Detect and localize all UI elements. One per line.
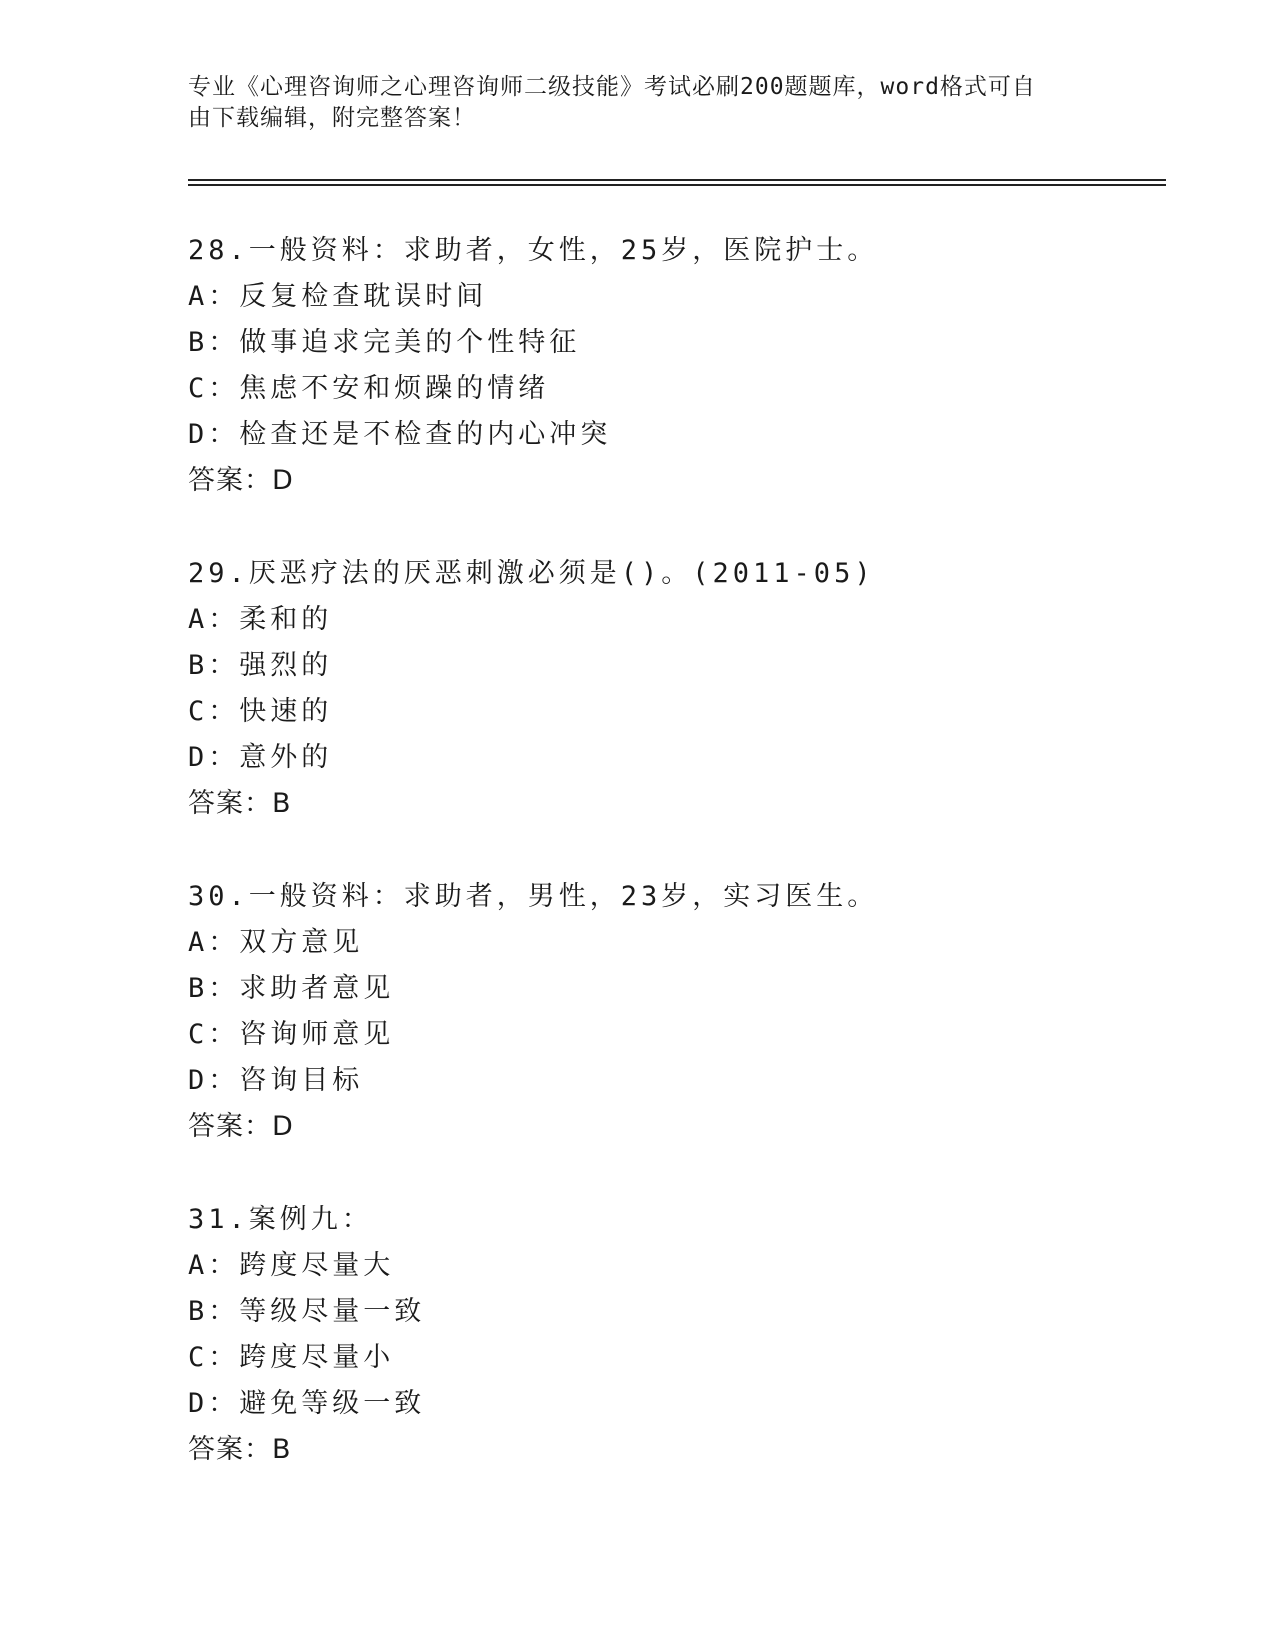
question-28 [188, 228, 1188, 504]
option-c: C：快速的 [188, 696, 333, 727]
option-d: D：咨询目标 [188, 1065, 364, 1096]
option-b: B：等级尽量一致 [188, 1296, 426, 1327]
answer-line: 答案：B [188, 788, 292, 819]
question-title: 28.一般资料：求助者，女性，25岁，医院护士。 [188, 235, 879, 266]
question-31 [188, 1197, 1188, 1473]
question-30 [188, 874, 1188, 1150]
option-c: C：跨度尽量小 [188, 1342, 395, 1373]
header-divider-top [188, 179, 1166, 181]
option-c: C：咨询师意见 [188, 1019, 395, 1050]
option-a: A：柔和的 [188, 604, 333, 635]
header-line-2: 由下载编辑，附完整答案！ [188, 105, 476, 131]
question-29 [188, 551, 1188, 827]
option-a: A：反复检查耽误时间 [188, 281, 488, 312]
document-header [188, 72, 1068, 134]
question-title: 31.案例九： [188, 1204, 373, 1235]
question-title: 29.厌恶疗法的厌恶刺激必须是()。(2011-05) [188, 558, 875, 589]
option-a: A：跨度尽量大 [188, 1250, 395, 1281]
option-d: D：检查还是不检查的内心冲突 [188, 419, 612, 450]
header-line-1: 专业《心理咨询师之心理咨询师二级技能》考试必刷200题题库，word格式可自 [188, 74, 1036, 100]
option-c: C：焦虑不安和烦躁的情绪 [188, 373, 550, 404]
answer-line: 答案：D [188, 465, 294, 496]
answer-line: 答案：B [188, 1434, 292, 1465]
question-title: 30.一般资料：求助者，男性，23岁，实习医生。 [188, 881, 879, 912]
answer-line: 答案：D [188, 1111, 294, 1142]
option-b: B：求助者意见 [188, 973, 395, 1004]
option-b: B：做事追求完美的个性特征 [188, 327, 581, 358]
header-divider-bottom [188, 184, 1166, 186]
option-d: D：意外的 [188, 742, 333, 773]
option-b: B：强烈的 [188, 650, 333, 681]
option-d: D：避免等级一致 [188, 1388, 426, 1419]
option-a: A：双方意见 [188, 927, 364, 958]
